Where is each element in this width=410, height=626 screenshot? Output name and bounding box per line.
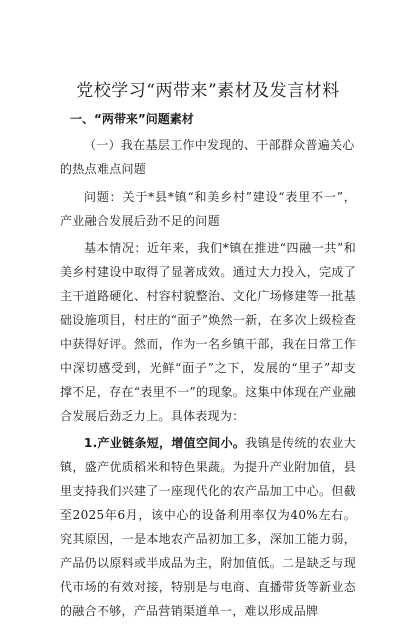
background-paragraph: 基本情况：近年来，我们*镇在推进“四融一共”和美乡村建设中取得了显著成效。通过大力投入，完成了主干道路硬化、村容村貌整治、文化广场修建等一批基础设施项目，村庄的“面子”焕然一新，在多次上级检查中获得好评。然而，作为一名乡镇干部，我在日常工作中深切感受到，光鲜“面子”之下，发展的“里子”却支撑不足，存在“表里不一”的现象。这集中体现在产业融合发展后劲乏力上。具体表现为： <box>60 241 356 423</box>
document-title: 党校学习“两带来”素材及发言材料 <box>76 81 340 101</box>
section-heading: 一、“两带来”问题素材 <box>70 112 194 126</box>
subsection-heading: （一）我在基层工作中发现的、干部群众普遍关心的热点难点问题 <box>60 138 355 176</box>
document-body <box>60 80 356 626</box>
point-1-body: 我镇是传统的农业大镇，盛产优质稻米和特色果蔬。为提升产业附加值，县里支持我们兴建了一座现代化的农产品加工中心。但截至2025年6月，该中心的设备利用率仅为40%左右。究其原因，一是本地农产品初加工多，深加工能力弱，产品仍以原料或半成品为主，附加值低。二是缺乏与现代市场的有效对接，特别是与电商、直播带货等新业态的融合不够，产品营销渠道单一，难以形成品牌 <box>60 436 357 618</box>
point-1-lead: 1.产业链条短，增值空间小。 <box>84 436 246 450</box>
point-1-paragraph <box>60 431 356 623</box>
question-paragraph: 问题：关于*县*镇“和美乡村”建设“表里不一”，产业融合发展后劲不足的问题 <box>60 190 356 228</box>
